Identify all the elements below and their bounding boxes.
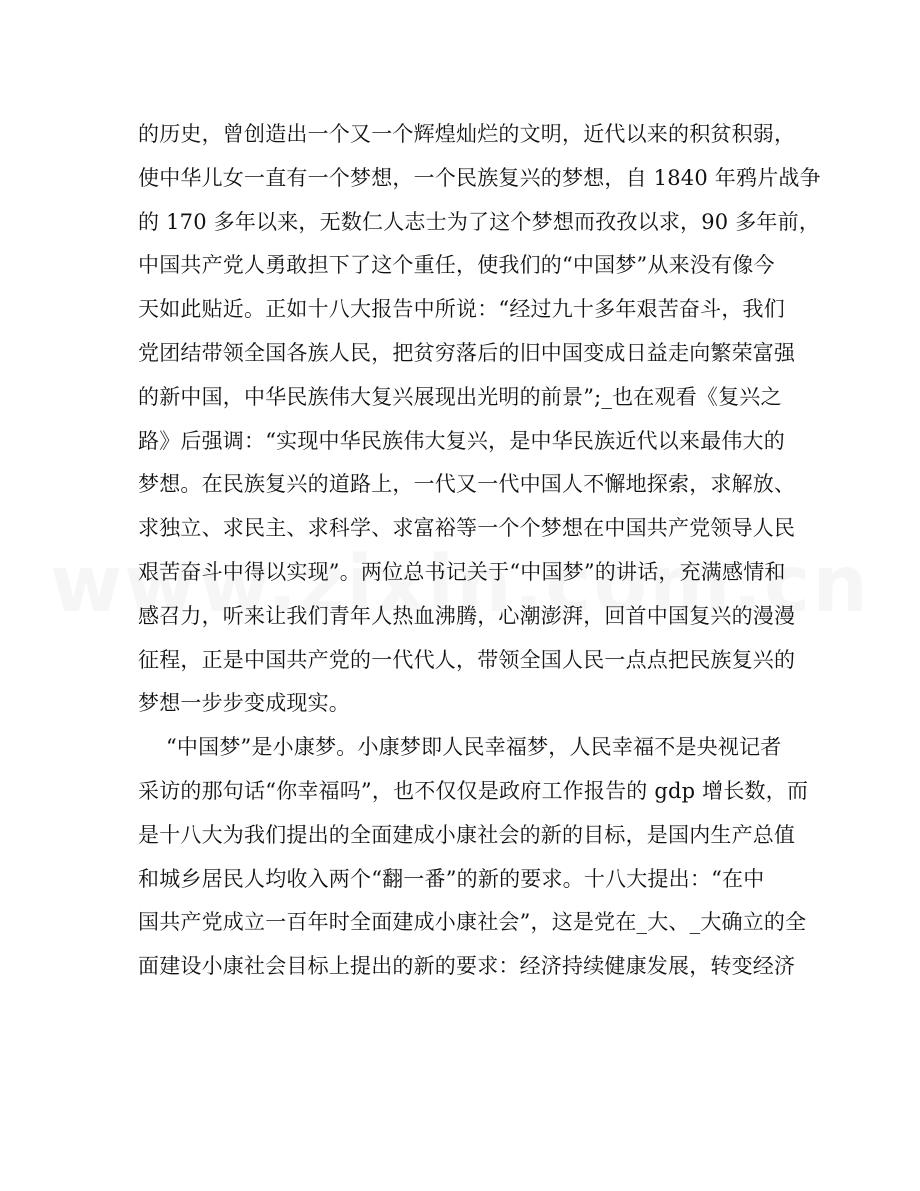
text-line: 国共产党成立一百年时全面建成小康社会”，这是党在_大、_大确立的全	[138, 910, 807, 935]
text-line: 征程，正是中国共产党的一代代人，带领全国人民一点点把民族复兴的	[138, 647, 796, 672]
text-line: 的历史，曾创造出一个又一个辉煌灿烂的文明，近代以来的积贫积弱，	[138, 122, 796, 146]
text-line: 的 170 多年以来，无数仁人志士为了这个梦想而孜孜以求，90 多年前，	[138, 209, 821, 234]
text-line: 感召力，听来让我们青年人热血沸腾，心潮澎湃，回首中国复兴的漫漫	[138, 603, 796, 628]
text-line: 中国共产党人勇敢担下了这个重任，使我们的“中国梦”从来没有像今	[138, 253, 775, 278]
text-line: 面建设小康社会目标上提出的新的要求：经济持续健康发展，转变经济	[138, 954, 796, 979]
text-line: 使中华儿女一直有一个梦想，一个民族复兴的梦想，自 1840 年鸦片战争	[138, 165, 821, 190]
text-line: 路》后强调：“实现中华民族伟大复兴，是中华民族近代以来最伟大的	[138, 428, 785, 453]
text-line: 梦想一步步变成现实。	[138, 691, 350, 716]
text-line: 是十八大为我们提出的全面建成小康社会的新的目标，是国内生产总值	[138, 822, 796, 847]
text-line: 梦想。在民族复兴的道路上，一代又一代中国人不懈地探索，求解放、	[138, 472, 796, 497]
document-body	[138, 113, 821, 989]
text-line: 艰苦奋斗中得以实现”。两位总书记关于“中国梦”的讲话，充满感情和	[138, 559, 786, 584]
text-line: 的新中国，中华民族伟大复兴展现出光明的前景”;_也在观看《复兴之	[138, 384, 782, 409]
text-line: 求独立、求民主、求科学、求富裕等一个个梦想在中国共产党领导人民	[138, 516, 796, 541]
paragraph-first-line: “中国梦”是小康梦。小康梦即人民幸福梦，人民幸福不是央视记者	[166, 735, 782, 760]
text-line: 采访的那句话“你幸福吗”，也不仅仅是政府工作报告的 gdp 增长数，而	[138, 778, 809, 803]
text-line: 党团结带领全国各族人民，把贫穷落后的旧中国变成日益走向繁荣富强	[138, 340, 796, 365]
text-line: 天如此贴近。正如十八大报告中所说：“经过九十多年艰苦奋斗，我们	[138, 297, 785, 322]
text-line: 和城乡居民人均收入两个“翻一番”的新的要求。十八大提出：“在中	[138, 866, 765, 891]
